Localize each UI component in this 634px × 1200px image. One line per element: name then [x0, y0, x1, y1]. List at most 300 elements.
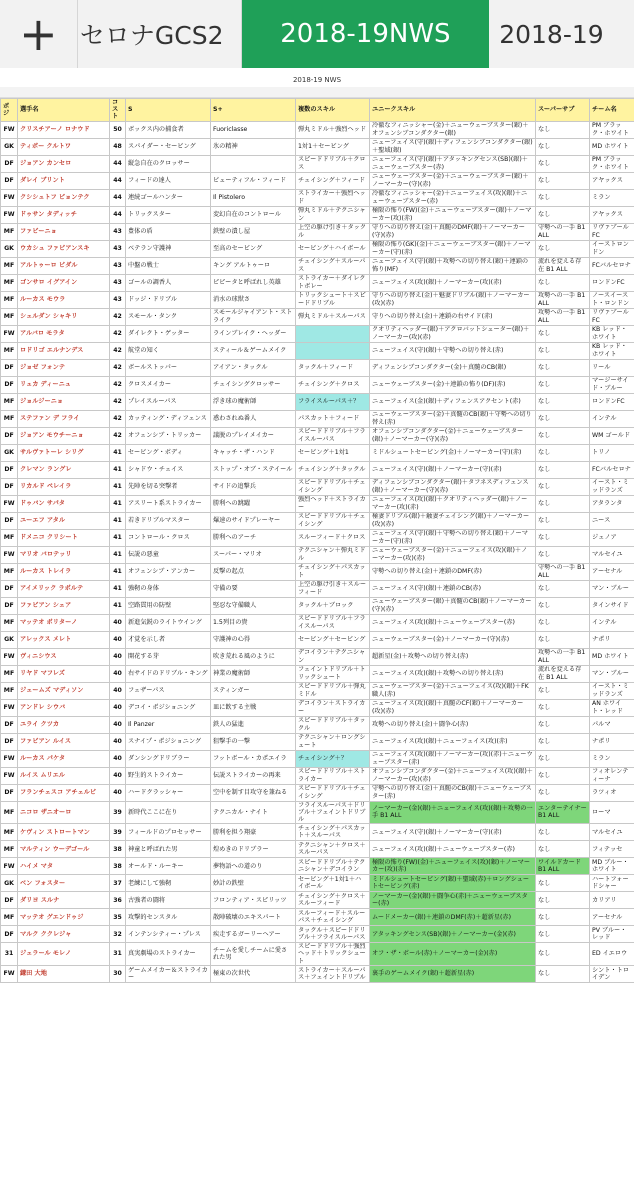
table-row[interactable] [1, 478, 634, 495]
cell-s-plus[interactable]: 極東の次世代 [211, 965, 296, 982]
cell-team[interactable]: ロンドンFC [590, 393, 634, 410]
cell-unique-skill[interactable]: ニューフェイス(攻)(銀)＋攻勢への切り替え(赤) [370, 665, 536, 682]
cell-team[interactable]: イースト・ミッドランズ [590, 478, 634, 495]
cell-s-plus[interactable]: ストップ・オブ・ステイール [211, 461, 296, 478]
cell-s-plus[interactable]: スーパー・マリオ [211, 546, 296, 563]
cell-s[interactable]: ハードクラッシャー [126, 784, 211, 801]
cell-super-sub[interactable]: なし [536, 841, 590, 858]
cell-unique-skill[interactable]: ノーマーカー(金)(銀)＋ニューフェイス(攻)(銀)＋攻勢の一手 B1 ALL [370, 801, 536, 824]
cell-cost[interactable]: 41 [110, 529, 126, 546]
cell-multi-skill[interactable]: ストライカー＋強烈ヘッド [296, 189, 370, 206]
cell-multi-skill[interactable]: スルーフィード＋クロス [296, 529, 370, 546]
cell-multi-skill[interactable]: スピードドリブル＋フライスルーパス [296, 427, 370, 444]
cell-s-plus[interactable]: ピピータと呼ばれし英雄 [211, 274, 296, 291]
cell-super-sub[interactable]: なし [536, 427, 590, 444]
cell-cost[interactable]: 43 [110, 223, 126, 240]
cell-team[interactable]: マージーサイド・ブルー [590, 376, 634, 393]
cell-s[interactable]: インテンシティー・プレス [126, 926, 211, 943]
table-row[interactable] [1, 682, 634, 699]
cell-team[interactable]: FCバルセロナ [590, 257, 634, 274]
cell-multi-skill[interactable]: 弾丸ミドル＋スルーパス [296, 308, 370, 325]
cell-super-sub[interactable]: なし [536, 444, 590, 461]
cell-super-sub[interactable]: エンターテイナー B1 ALL [536, 801, 590, 824]
cell-super-sub[interactable]: なし [536, 546, 590, 563]
cell-player-name[interactable]: アイメリック ラポルテ [18, 580, 110, 597]
cell-unique-skill[interactable]: ニューフェイス(攻)(銀)＋ノーマーカー(攻)(赤)＋ニューウェーブスター(赤) [370, 750, 536, 767]
cell-team[interactable]: リヴァプールFC [590, 223, 634, 240]
cell-s[interactable]: フィールドのプロセッサー [126, 824, 211, 841]
cell-super-sub[interactable]: なし [536, 965, 590, 982]
cell-position[interactable]: MF [1, 257, 18, 274]
cell-player-name[interactable]: ジェームズ マディソン [18, 682, 110, 699]
cell-multi-skill[interactable] [296, 342, 370, 359]
table-row[interactable] [1, 858, 634, 875]
cell-position[interactable]: GK [1, 138, 18, 155]
cell-position[interactable]: FW [1, 767, 18, 784]
cell-multi-skill[interactable]: スルーフィード＋スルーパス＋チェイシング [296, 909, 370, 926]
cell-position[interactable]: MF [1, 563, 18, 580]
cell-unique-skill[interactable]: オフェンシブコンダクター(金)＋ニューフェイス(攻)(銀)＋ノーマーカー(攻)(赤) [370, 767, 536, 784]
cell-position[interactable]: FW [1, 189, 18, 206]
cell-s-plus[interactable]: 消水の球獣さ [211, 291, 296, 308]
cell-position[interactable]: GK [1, 240, 18, 257]
cell-player-name[interactable]: マッテオ ポリターノ [18, 614, 110, 631]
cell-s[interactable]: 野生的ストライカー [126, 767, 211, 784]
cell-unique-skill[interactable]: ニューフェイス(守)(銀)＋ディフェンシブコンダクター(銀)＋聖域(銀) [370, 138, 536, 155]
cell-cost[interactable]: 43 [110, 274, 126, 291]
table-row[interactable] [1, 495, 634, 512]
cell-position[interactable]: FW [1, 750, 18, 767]
cell-team[interactable]: MD ホワイト [590, 648, 634, 665]
cell-s-plus[interactable]: 散陣破壊のエキスパート [211, 909, 296, 926]
cell-cost[interactable]: 42 [110, 325, 126, 342]
cell-unique-skill[interactable]: ノーマーカー(金)(銀)＋闘争心(赤)＋ニューウェーブスター(赤) [370, 892, 536, 909]
cell-cost[interactable]: 36 [110, 892, 126, 909]
cell-team[interactable]: KB レッド・ホワイト [590, 325, 634, 342]
cell-player-name[interactable]: ルイス ムリエル [18, 767, 110, 784]
cell-unique-skill[interactable]: ニューフェイス(攻)(銀)＋ニューフェイス(攻)(赤) [370, 733, 536, 750]
cell-s-plus[interactable]: 勝利を担う翔豪 [211, 824, 296, 841]
cell-s[interactable]: オールド・ルーキー [126, 858, 211, 875]
cell-unique-skill[interactable]: ニューフェイス(守)(銀)＋守勢への切り替え(赤) [370, 342, 536, 359]
cell-position[interactable]: MF [1, 410, 18, 427]
table-row[interactable] [1, 444, 634, 461]
cell-player-name[interactable]: マルク ククレジャ [18, 926, 110, 943]
cell-multi-skill[interactable]: 1対1＋セービング [296, 138, 370, 155]
cell-super-sub[interactable]: なし [536, 631, 590, 648]
cell-player-name[interactable]: ダリヨ スルナ [18, 892, 110, 909]
cell-unique-skill[interactable]: ミドルシュートセービング(金)＋ノーマーカー(守)(赤) [370, 444, 536, 461]
cell-multi-skill[interactable]: スピードドリブル＋タックル [296, 716, 370, 733]
cell-team[interactable]: ミラン [590, 189, 634, 206]
cell-cost[interactable]: 41 [110, 597, 126, 614]
cell-unique-skill[interactable]: ミドルシュートセービング(銀)＋聖域(赤)＋ロングシュートセービング(赤) [370, 875, 536, 892]
cell-position[interactable]: MF [1, 393, 18, 410]
cell-s-plus[interactable]: 吹き荒れる風のように [211, 648, 296, 665]
table-row[interactable] [1, 699, 634, 716]
cell-player-name[interactable]: ファビアン ルイス [18, 733, 110, 750]
cell-s[interactable]: ゲームメイカー＆ストライカー [126, 965, 211, 982]
cell-s-plus[interactable]: 空中を制す目攻守を兼ねる [211, 784, 296, 801]
cell-position[interactable]: DF [1, 427, 18, 444]
table-row[interactable] [1, 665, 634, 682]
cell-s[interactable]: 縦急自在のクロッサー [126, 155, 211, 172]
cell-player-name[interactable]: リヤド マフレズ [18, 665, 110, 682]
cell-cost[interactable]: 44 [110, 206, 126, 223]
table-row[interactable] [1, 648, 634, 665]
cell-s[interactable]: 神童と呼ばれた男 [126, 841, 211, 858]
cell-team[interactable]: リール [590, 359, 634, 376]
cell-s[interactable]: 才覚を示し者 [126, 631, 211, 648]
cell-cost[interactable]: 41 [110, 461, 126, 478]
cell-s[interactable]: 新進気鋭のライトウイング [126, 614, 211, 631]
cell-multi-skill[interactable]: スピードドリブル＋フライスルーパス [296, 614, 370, 631]
cell-s[interactable]: プレイスルーパス [126, 393, 211, 410]
cell-cost[interactable]: 40 [110, 631, 126, 648]
cell-s-plus[interactable]: 鉄壁の潰し屋 [211, 223, 296, 240]
cell-s-plus[interactable]: 堅忍な守備職人 [211, 597, 296, 614]
table-row[interactable] [1, 325, 634, 342]
cell-unique-skill[interactable]: 守勢への切り替え(金)＋真髄のCB(銀)＋ニューウェーブスター(赤) [370, 784, 536, 801]
cell-s[interactable]: 中盤の戦士 [126, 257, 211, 274]
cell-cost[interactable]: 40 [110, 614, 126, 631]
cell-s[interactable]: 古強者の闘将 [126, 892, 211, 909]
cell-team[interactable]: タインサイド [590, 597, 634, 614]
cell-position[interactable]: GK [1, 444, 18, 461]
cell-unique-skill[interactable]: ニューフェイス(金)(銀)＋ディフェンスアクセント(赤) [370, 393, 536, 410]
cell-player-name[interactable]: ジョルジーニョ [18, 393, 110, 410]
cell-player-name[interactable]: ロドリゴ エルナンデス [18, 342, 110, 359]
cell-team[interactable]: リヴァプールFC [590, 308, 634, 325]
cell-team[interactable]: ハートフォードシャー [590, 875, 634, 892]
cell-s[interactable]: フェザーパス [126, 682, 211, 699]
cell-s[interactable]: 強靭の身体 [126, 580, 211, 597]
cell-position[interactable]: DF [1, 716, 18, 733]
cell-super-sub[interactable]: なし [536, 943, 590, 966]
cell-player-name[interactable]: マッテオ グエンドゥジ [18, 909, 110, 926]
cell-player-name[interactable]: クレマン ラングレ [18, 461, 110, 478]
table-row[interactable] [1, 580, 634, 597]
cell-cost[interactable]: 38 [110, 841, 126, 858]
cell-s-plus[interactable]: スモールジャイアント・ストライク [211, 308, 296, 325]
cell-position[interactable]: MF [1, 801, 18, 824]
cell-unique-skill[interactable]: ニューフェイス(守)(銀)＋攻勢への切り替え(銀)＋連鎖の怖り(MF) [370, 257, 536, 274]
cell-player-name[interactable]: アルトゥーロ ビダル [18, 257, 110, 274]
cell-super-sub[interactable]: なし [536, 784, 590, 801]
cell-cost[interactable]: 41 [110, 563, 126, 580]
cell-cost[interactable]: 42 [110, 308, 126, 325]
cell-cost[interactable]: 40 [110, 767, 126, 784]
cell-cost[interactable]: 42 [110, 427, 126, 444]
cell-cost[interactable]: 30 [110, 965, 126, 982]
cell-position[interactable]: MF [1, 274, 18, 291]
cell-cost[interactable]: 40 [110, 784, 126, 801]
cell-unique-skill[interactable]: アタッキングセンス(SB)(銀)＋ノーマーカー(金)(赤) [370, 926, 536, 943]
cell-unique-skill[interactable]: 攻勢への切り替え(金)＋闘争心(赤) [370, 716, 536, 733]
cell-s[interactable]: スパイダー・セービング [126, 138, 211, 155]
cell-team[interactable]: マルセイユ [590, 824, 634, 841]
cell-position[interactable]: MF [1, 909, 18, 926]
cell-cost[interactable]: 41 [110, 478, 126, 495]
tab-barcelona-gcs2[interactable]: セロナGCS2 [78, 0, 242, 68]
cell-player-name[interactable]: ジェラール モレノ [18, 943, 110, 966]
table-row[interactable] [1, 172, 634, 189]
cell-s[interactable]: 右サイドのドリブル・キング [126, 665, 211, 682]
cell-player-name[interactable]: アンドレ シウバ [18, 699, 110, 716]
cell-player-name[interactable]: ドメニコ クリシート [18, 529, 110, 546]
cell-super-sub[interactable]: なし [536, 376, 590, 393]
cell-team[interactable]: PM ブラック・ホワイト [590, 121, 634, 138]
cell-s[interactable]: ボックス内の捕食者 [126, 121, 211, 138]
cell-multi-skill[interactable]: チェイシング＋？ [296, 750, 370, 767]
cell-position[interactable]: DF [1, 461, 18, 478]
add-sheet-button[interactable]: + [0, 0, 78, 68]
cell-s[interactable]: ボールストッパー [126, 359, 211, 376]
cell-team[interactable]: ナポリ [590, 733, 634, 750]
cell-position[interactable]: FW [1, 699, 18, 716]
cell-s[interactable]: 先陣を切る突撃者 [126, 478, 211, 495]
cell-unique-skill[interactable]: 冷徹なフィニッシャー(金)＋ニューウェーブスター(銀)＋オフェンシブコンダクター(銀) [370, 121, 536, 138]
table-row[interactable] [1, 410, 634, 427]
cell-team[interactable]: ロンドンFC [590, 274, 634, 291]
cell-team[interactable]: マン・ブルー [590, 665, 634, 682]
tab-2018-19-nws[interactable]: 2018-19NWS [242, 0, 490, 68]
cell-player-name[interactable]: ユライ クツカ [18, 716, 110, 733]
cell-unique-skill[interactable]: ニューフェイス(守)(銀)＋連鎖のCB(赤) [370, 580, 536, 597]
cell-player-name[interactable]: ルーカス トレイラ [18, 563, 110, 580]
cell-s[interactable]: 真実劇場のストライカー [126, 943, 211, 966]
cell-team[interactable]: パルマ [590, 716, 634, 733]
cell-cost[interactable]: 42 [110, 376, 126, 393]
cell-team[interactable]: ラツィオ [590, 784, 634, 801]
cell-cost[interactable]: 48 [110, 138, 126, 155]
cell-team[interactable]: シント・トロイデン [590, 965, 634, 982]
cell-position[interactable]: MF [1, 614, 18, 631]
cell-player-name[interactable]: ドゥバン サパタ [18, 495, 110, 512]
cell-s-plus[interactable]: ビューティフル・フィード [211, 172, 296, 189]
table-row[interactable] [1, 801, 634, 824]
cell-position[interactable]: DF [1, 597, 18, 614]
cell-super-sub[interactable]: なし [536, 206, 590, 223]
cell-s-plus[interactable]: チェイシングクロッサー [211, 376, 296, 393]
cell-s-plus[interactable]: サイドの追撃兵 [211, 478, 296, 495]
cell-s[interactable]: フィードの達人 [126, 172, 211, 189]
cell-s-plus[interactable]: 勝利へのアーチ [211, 529, 296, 546]
cell-unique-skill[interactable]: ニューウェーブスター(金)＋ニューフェイス(攻)(銀)＋ノーマーカー(攻)(赤) [370, 546, 536, 563]
cell-super-sub[interactable]: なし [536, 240, 590, 257]
cell-multi-skill[interactable]: 弾丸ミドル＋テクニシャン [296, 206, 370, 223]
cell-multi-skill[interactable]: テクニシャン＋弾丸ミドル [296, 546, 370, 563]
cell-multi-skill[interactable]: タックル＋フィード [296, 359, 370, 376]
cell-cost[interactable]: 43 [110, 240, 126, 257]
cell-multi-skill[interactable]: ストライカー＋ダイレクトボレー [296, 274, 370, 291]
cell-s-plus[interactable] [211, 155, 296, 172]
cell-s-plus[interactable]: 夢物語への道のり [211, 858, 296, 875]
cell-position[interactable]: DF [1, 376, 18, 393]
cell-cost[interactable]: 41 [110, 444, 126, 461]
cell-position[interactable]: MF [1, 342, 18, 359]
cell-unique-skill[interactable]: ニューフェイス(守)(銀)＋ノーマーカー(守)(赤) [370, 824, 536, 841]
cell-player-name[interactable]: マリオ バロテッリ [18, 546, 110, 563]
table-row[interactable] [1, 824, 634, 841]
cell-position[interactable]: FW [1, 206, 18, 223]
cell-s[interactable]: カッティング・ディフェンス [126, 410, 211, 427]
cell-position[interactable]: FW [1, 546, 18, 563]
cell-multi-skill[interactable]: スピードドリブル＋ストライカー [296, 767, 370, 784]
cell-unique-skill[interactable]: オフェンシブコンダクター(金)＋ニューウェーブスター(銀)＋ノーマーカー(守)(赤) [370, 427, 536, 444]
cell-multi-skill[interactable]: スピードドリブル＋弾丸ミドル [296, 682, 370, 699]
cell-super-sub[interactable]: 攻勢への一手 B1 ALL [536, 308, 590, 325]
cell-player-name[interactable]: ティボー クルトワ [18, 138, 110, 155]
cell-cost[interactable]: 41 [110, 546, 126, 563]
cell-team[interactable]: ナポリ [590, 631, 634, 648]
cell-player-name[interactable]: リカルド ペレイラ [18, 478, 110, 495]
cell-multi-skill[interactable]: パスカット＋フィード [296, 410, 370, 427]
cell-unique-skill[interactable]: ニューウェーブスター(金)＋ニューウェーブスター(銀)＋ノーマーカー(守)(赤) [370, 172, 536, 189]
cell-position[interactable]: DF [1, 580, 18, 597]
cell-super-sub[interactable]: なし [536, 875, 590, 892]
cell-team[interactable]: PV ブルー・レッド [590, 926, 634, 943]
cell-unique-skill[interactable]: 極限の怖り(GK)(金)＋ニューウェーブスター(銀)＋ノーマーカー(守)(赤) [370, 240, 536, 257]
cell-team[interactable]: イーストロンドン [590, 240, 634, 257]
cell-s[interactable]: 空路貫用の防壁 [126, 597, 211, 614]
cell-team[interactable]: AN ホワイト・レッド [590, 699, 634, 716]
cell-player-name[interactable]: ルーカス パケタ [18, 750, 110, 767]
cell-s[interactable]: トリックスター [126, 206, 211, 223]
cell-player-name[interactable]: クシシュトフ ピョンテク [18, 189, 110, 206]
cell-s-plus[interactable]: 狙撃手の一撃 [211, 733, 296, 750]
cell-team[interactable]: WM ゴールド [590, 427, 634, 444]
cell-multi-skill[interactable]: セービング＋1対1 [296, 444, 370, 461]
cell-multi-skill[interactable]: タックル＋スピードドリブル＋フライスルーパス [296, 926, 370, 943]
cell-player-name[interactable]: ファビーニョ [18, 223, 110, 240]
cell-cost[interactable]: 35 [110, 909, 126, 926]
cell-player-name[interactable]: アルバロ モラタ [18, 325, 110, 342]
cell-s-plus[interactable]: 神業の魔術師 [211, 665, 296, 682]
table-row[interactable] [1, 427, 634, 444]
cell-player-name[interactable]: ハイメ マタ [18, 858, 110, 875]
table-row[interactable] [1, 875, 634, 892]
cell-s[interactable]: アスリート系ストライカー [126, 495, 211, 512]
cell-player-name[interactable]: 鎌田 大地 [18, 965, 110, 982]
cell-cost[interactable]: 38 [110, 858, 126, 875]
cell-super-sub[interactable]: なし [536, 716, 590, 733]
cell-multi-skill[interactable]: チェイシング＋パスカット [296, 563, 370, 580]
cell-super-sub[interactable]: ワイルドカード B1 ALL [536, 858, 590, 875]
cell-unique-skill[interactable]: 守りへの切り替え(金)＋真髄のDMF(銀)＋ノーマーカー(守)(赤) [370, 223, 536, 240]
cell-unique-skill[interactable]: ニューウェーブスター(金)＋連鎖の怖り(DF)(赤) [370, 376, 536, 393]
cell-unique-skill[interactable]: ニューフェイス(攻)(銀)＋ノーマーカー(攻)(赤) [370, 274, 536, 291]
cell-player-name[interactable]: シェルダン シャキリ [18, 308, 110, 325]
cell-multi-skill[interactable]: チェイシング＋パスカット＋スルーパス [296, 824, 370, 841]
cell-super-sub[interactable]: なし [536, 926, 590, 943]
table-row[interactable] [1, 529, 634, 546]
cell-position[interactable]: DF [1, 359, 18, 376]
cell-unique-skill[interactable]: ニューウェーブスター(金)＋ニューフェイス(攻)(銀)＋FK職人(赤) [370, 682, 536, 699]
cell-team[interactable]: MD ブルー・ホワイト [590, 858, 634, 875]
cell-s-plus[interactable]: フットボール・カポエイラ [211, 750, 296, 767]
cell-cost[interactable]: 43 [110, 257, 126, 274]
cell-team[interactable]: アヤックス [590, 206, 634, 223]
cell-super-sub[interactable]: なし [536, 750, 590, 767]
cell-team[interactable]: マン・ブルー [590, 580, 634, 597]
cell-multi-skill[interactable]: トリックシュート＋スピードドリブル [296, 291, 370, 308]
cell-unique-skill[interactable]: 裏手のゲームメイク(銀)＋超新星(赤) [370, 965, 536, 982]
cell-multi-skill[interactable]: スピードドリブル＋チェイシング [296, 512, 370, 529]
table-row[interactable] [1, 138, 634, 155]
cell-unique-skill[interactable]: ディフェンシブコンダクター(銀)＋タフネスディフェンス(銀)＋ノーマーカー(守)(赤) [370, 478, 536, 495]
cell-s-plus[interactable]: 爆速のサイドプレーヤー [211, 512, 296, 529]
cell-s[interactable]: 新時代ここに在り [126, 801, 211, 824]
cell-unique-skill[interactable]: ニューフェイス(攻)(銀)＋ニューウェーブスター(赤) [370, 841, 536, 858]
cell-s-plus[interactable]: 変幻自在のコントロール [211, 206, 296, 223]
cell-player-name[interactable]: マルティン ウーデゴール [18, 841, 110, 858]
cell-unique-skill[interactable]: ニューフェイス(攻)(銀)＋ニューウェーブスター(赤) [370, 614, 536, 631]
table-row[interactable] [1, 461, 634, 478]
cell-player-name[interactable]: ダレイ ブリント [18, 172, 110, 189]
cell-multi-skill[interactable]: チェイシング＋フィード [296, 172, 370, 189]
table-row[interactable] [1, 155, 634, 172]
table-row[interactable] [1, 909, 634, 926]
cell-multi-skill[interactable]: セービング＋ハイボール [296, 240, 370, 257]
cell-position[interactable]: DF [1, 512, 18, 529]
cell-multi-skill[interactable]: チェイシング＋クロス＋スルーフィード [296, 892, 370, 909]
cell-s[interactable]: オフェンシブ・アンカー [126, 563, 211, 580]
cell-team[interactable]: ミラン [590, 750, 634, 767]
cell-super-sub[interactable]: なし [536, 172, 590, 189]
cell-super-sub[interactable]: なし [536, 189, 590, 206]
cell-super-sub[interactable]: なし [536, 325, 590, 342]
cell-position[interactable]: DF [1, 155, 18, 172]
cell-s[interactable]: ドッジ・ドリブル [126, 291, 211, 308]
cell-s-plus[interactable]: 煌めきのドリブラー [211, 841, 296, 858]
table-row[interactable] [1, 892, 634, 909]
cell-team[interactable]: PM ブラック・ホワイト [590, 155, 634, 172]
cell-position[interactable]: FW [1, 965, 18, 982]
cell-team[interactable]: イースト・ミッドランズ [590, 682, 634, 699]
cell-s-plus[interactable]: 反撃の起点 [211, 563, 296, 580]
cell-cost[interactable]: 32 [110, 926, 126, 943]
cell-super-sub[interactable]: なし [536, 824, 590, 841]
cell-team[interactable]: アタランタ [590, 495, 634, 512]
cell-s[interactable]: Il Panzer [126, 716, 211, 733]
cell-multi-skill[interactable]: デコイラン＋テクニシャン [296, 648, 370, 665]
cell-s-plus[interactable]: 氷の精神 [211, 138, 296, 155]
cell-multi-skill[interactable]: チェイシング＋タックル [296, 461, 370, 478]
cell-multi-skill[interactable]: 強烈ヘッド＋ストライカー [296, 495, 370, 512]
cell-position[interactable]: DF [1, 733, 18, 750]
cell-cost[interactable]: 50 [110, 121, 126, 138]
cell-s-plus[interactable]: ラインブレイク・ヘッダー [211, 325, 296, 342]
cell-position[interactable]: DF [1, 172, 18, 189]
cell-super-sub[interactable]: なし [536, 393, 590, 410]
cell-position[interactable]: DF [1, 892, 18, 909]
table-row[interactable] [1, 393, 634, 410]
cell-unique-skill[interactable]: 冷徹なフィニッシャー(金)＋ニューフェイス(攻)(銀)＋ニューウェーブスター(赤) [370, 189, 536, 206]
table-row[interactable] [1, 767, 634, 784]
cell-s-plus[interactable]: 守備の要 [211, 580, 296, 597]
cell-player-name[interactable]: ジョアン カンセロ [18, 155, 110, 172]
cell-super-sub[interactable]: 流れを変える存在 B1 ALL [536, 257, 590, 274]
cell-player-name[interactable]: ルーカス モウラ [18, 291, 110, 308]
cell-s[interactable]: 航堂の知く [126, 342, 211, 359]
cell-s-plus[interactable]: 惑わされぬ番人 [211, 410, 296, 427]
cell-super-sub[interactable]: 守勢への一手 B1 ALL [536, 223, 590, 240]
cell-super-sub[interactable]: なし [536, 461, 590, 478]
table-row[interactable] [1, 943, 634, 966]
cell-cost[interactable]: 41 [110, 580, 126, 597]
cell-position[interactable]: DF [1, 784, 18, 801]
